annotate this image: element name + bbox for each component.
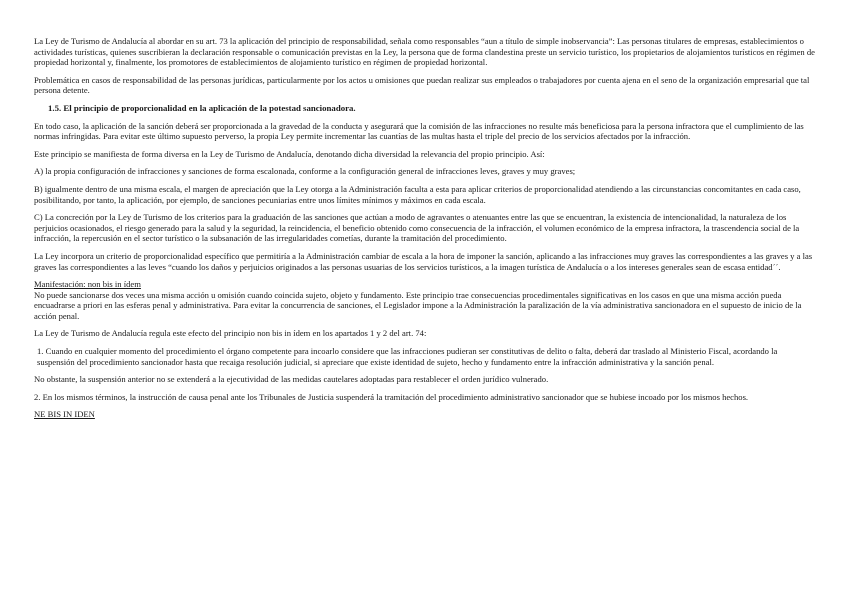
paragraph-apartado-1: 1. Cuando en cualquier momento del procedimiento el órgano competente para incoarlo considere que las infracciones pudieran ser constitutivas de delito o falta, deberá dar traslado al Ministerio Fiscal, acordando la suspensión del procedimiento sancionador hasta que recaiga resolución judicial, si apreciare que existe identidad de sujeto, hecho y fundamento entre la infracción administrativa y la sanción penal. bbox=[37, 346, 778, 367]
paragraph-sancion-proporcionada: En todo caso, la aplicación de la sanción deberá ser proporcionada a la gravedad de la conducta y asegurará que la comisión de las infracciones no resulte más beneficiosa para la persona infractora que el cumplimiento de las normas infringidas. Para evitar este último supuesto perverso, la propia Ley permite incrementar las cuantías de las multas hasta el triple del precio de los servicios afectados por la infracción. bbox=[34, 120, 804, 142]
subheading-non-bis-in-idem: Manifestación: non bis in ídem bbox=[34, 279, 141, 290]
paragraph-responsables: La Ley de Turismo de Andalucía al abordar en su art. 73 la aplicación del principio de responsabilidad, señala como responsables “aun a título de simple inobservancia”: Las personas titulares de empresas, establecimientos o actividades turísticas, quienes suscribieran la declaración responsable o comunicación previstas en la Ley, la persona que de forma clandestina preste un servicio turístico, los propietarios de alojamientos turísticos en régimen de propiedad horizontal y, finalmente, los promotores de establecimientos de alojamiento turístico en régimen de propiedad horizontal. bbox=[34, 36, 815, 68]
footer-heading-ne-bis-in-iden: NE BIS IN IDEN bbox=[34, 409, 95, 420]
paragraph-item-a: A) la propia configuración de infracciones y sanciones de forma escalonada, conforme a la configuración general de infracciones leves, graves y muy graves; bbox=[34, 166, 576, 177]
paragraph-non-bis-in-idem: No puede sancionarse dos veces una misma acción u omisión cuando coincida sujeto, objeto y fundamento. Este principio trae consecuencias procedimentales significativas en los casos en que una misma acción pueda encuadrarse a priori en las esferas penal y administrativa. Para evitar la concurrencia de sanciones, el Legislador impone a la Administración la paralización de la vía administrativa sancionadora en el supuesto de inicio de la acción penal. bbox=[34, 289, 802, 321]
paragraph-apartado-2: 2. En los mismos términos, la instrucción de causa penal ante los Tribunales de Justicia suspenderá la tramitación del procedimiento administrativo sancionador que se hubiese incoado por los mismos hechos. bbox=[34, 391, 749, 402]
paragraph-item-c: C) La concreción por la Ley de Turismo de los criterios para la graduación de las sanciones que actúan a modo de agravantes o atenuantes entre las que se encuentran, la existencia de intencionalidad, la naturaleza de los perjuicios ocasionados, el riesgo generado para la salud y la seguridad, la reincidencia, el beneficio obtenido como consecuencia de la infracción, el volumen económico de la empresa infractora, la trascendencia social de la infracción, la repercusión en el sector turístico o la subsanación de las irregularidades cometías, durante la tramitación del procedimiento. bbox=[34, 212, 800, 244]
paragraph-criterio-especifico: La Ley incorpora un criterio de proporcionalidad específico que permitiría a la Administración cambiar de escala a la hora de imponer la sanción, aplicando a las infracciones muy graves las correspondientes a las graves y a las graves las correspondientes a las leves “cuando los daños y perjuicios originados a las personas usuarias de los servicios turísticos, a la imagen turística de Andalucía o a los intereses generales sean de escasa entidad´´. bbox=[34, 250, 813, 272]
paragraph-art-74: La Ley de Turismo de Andalucía regula este efecto del principio non bis in ídem en los apartados 1 y 2 del art. 74: bbox=[34, 328, 427, 339]
document-page bbox=[34, 36, 816, 420]
section-heading-proporcionalidad: 1.5. El principio de proporcionalidad en la aplicación de la potestad sancionadora. bbox=[48, 102, 356, 113]
paragraph-personas-juridicas: Problemática en casos de responsabilidad de las personas jurídicas, particularmente por los actos u omisiones que puedan realizar sus empleados o trabajadores por cuenta ajena en el seno de la organización empresarial que tal persona detente. bbox=[34, 74, 810, 96]
paragraph-principio-manifiesta: Este principio se manifiesta de forma diversa en la Ley de Turismo de Andalucía, denotando dicha diversidad la relevancia del propio principio. Así: bbox=[34, 148, 545, 159]
paragraph-item-b: B) igualmente dentro de una misma escala, el margen de apreciación que la Ley otorga a la Administración faculta a esta para aplicar criterios de proporcionalidad atendiendo a las circunstancias concomitantes en cada caso, posibilitando, por tanto, la aplicación, por ejemplo, de sanciones pecuniarias entre unos límites mínimos y máximos en cada escala. bbox=[34, 183, 801, 205]
paragraph-no-obstante: No obstante, la suspensión anterior no se extenderá a la ejecutividad de las medidas cautelares adoptadas para restablecer el orden jurídico vulnerado. bbox=[34, 374, 549, 385]
